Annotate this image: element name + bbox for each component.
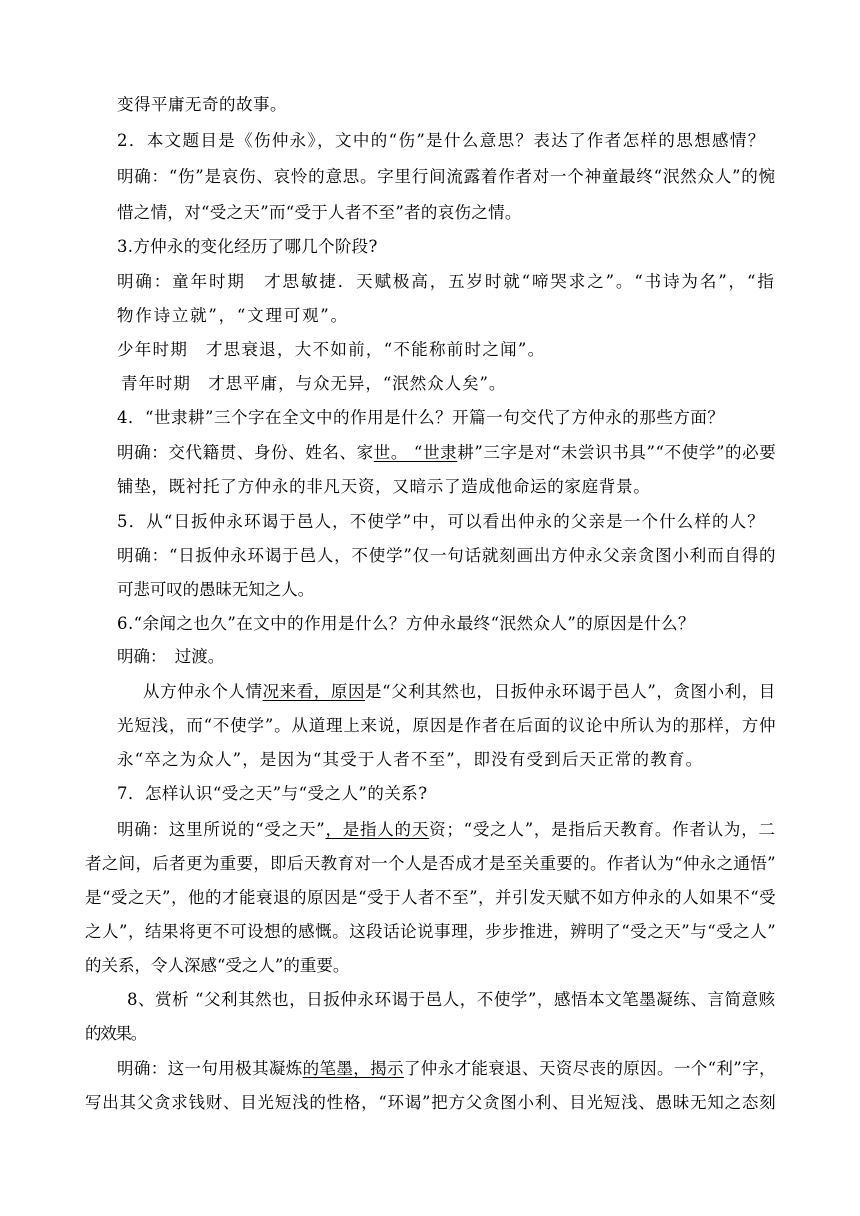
answer-line: 铺垫，既衬托了方仲永的非凡天资，又暗示了造成他命运的家庭背景。 — [117, 477, 651, 496]
answer-line: 明确：童年时期 才思敏捷．天赋极高，五岁时就“啼哭求之”。“书诗为名”，“指 — [117, 272, 776, 291]
answer-line: 的关系，令人深感“受之人”的重要。 — [85, 956, 350, 975]
text-segment: 明确：这一句用极其凝炼 — [117, 1059, 303, 1078]
question-5: 5．从“日扳仲永环谒于邑人，不使学”中，可以看出仲永的父亲是一个什么样的人？ — [117, 512, 765, 531]
text-line: 变得平庸无奇的故事。 — [117, 95, 287, 114]
answer-line: 惜之情，对“受之天”而“受于人者不至”者的哀伤之情。 — [117, 203, 522, 222]
question-4: 4．“世隶耕”三个字在全文中的作用是什么？开篇一句交代了方仲永的那些方面？ — [117, 408, 725, 427]
answer-line: 写出其父贪求钱财、目光短浅的性格，“环谒”把方父贪图小利、目光短浅、愚昧无知之态刻 — [85, 1093, 777, 1112]
question-6: 6.“余闻之也久”在文中的作用是什么？方仲永最终“泯然众人”的原因是什么？ — [117, 614, 695, 633]
text-segment: 了仲永才能衰退、天资尽丧的原因。一个“利”字， — [403, 1059, 776, 1078]
answer-line: 者之间，后者更为重要，即后天教育对一个人是否成才是至关重要的。作者认为“仲永之通悟” — [85, 854, 776, 873]
answer-line: 可悲可叹的愚昧无知之人。 — [117, 580, 315, 599]
underlined-text: 世。 “世隶 — [373, 443, 458, 462]
text-segment: 明确：交代籍贯、身份、姓名、家 — [117, 443, 374, 462]
answer-line: 明确：“伤”是哀伤、哀怜的意思。字里行间流露着作者对一个神童最终“泯然众人”的惋 — [117, 167, 776, 186]
answer-line: 明确：“日扳仲永环谒于邑人，不使学”仅一句话就刻画出方仲永父亲贪图小利而自得的 — [117, 546, 777, 565]
answer-line — [117, 820, 776, 840]
text-segment: 耕”三字是对“未尝识书具”“不使学”的必要 — [457, 443, 777, 462]
answer-line: 的效果。 — [85, 1024, 146, 1043]
text-segment: 是“父利其然也，日扳仲永环谒于邑人”，贪图小利，目 — [365, 682, 776, 701]
answer-line: 光短浅，而“不使学”。从道理上来说，原因是作者在后面的议论中所认为的那样，方仲 — [117, 716, 777, 735]
text-segment: 资；“受之人”，是指后天教育。作者认为，二 — [429, 820, 776, 839]
question-8: 8、赏析 “父利其然也，日扳仲永环谒于邑人，不使学”，感悟本文笔墨凝练、言简意赅 — [127, 990, 776, 1009]
underlined-text: 况来看，原因 — [262, 682, 366, 701]
answer-line: 是“受之天”，他的才能衰退的原因是“受于人者不至”，并引发天赋不如方仲永的人如果不“受 — [85, 888, 777, 907]
underlined-text: ，是指人的天 — [325, 820, 430, 839]
answer-line: 之人”，结果将更不可设想的感慨。这段话论说事理，步步推进，辨明了“受之天”与“受之人” — [85, 922, 777, 941]
text-segment: 明确：这里所说的“受之天” — [117, 820, 326, 839]
answer-line: 永“卒之为众人”，是因为“其受于人者不至”，即没有受到后天正常的教育。 — [117, 750, 704, 769]
answer-line — [143, 682, 776, 702]
answer-line: 物作诗立就”，“文理可观”。 — [117, 306, 349, 325]
question-3: 3.方仲永的变化经历了哪几个阶段? — [117, 237, 378, 256]
answer-line: 少年时期 才思衰退，大不如前，“不能称前时之闻”。 — [117, 340, 546, 359]
question-2: 2．本文题目是《伤仲永》，文中的“伤”是什么意思？表达了作者怎样的思想感情？ — [117, 131, 766, 150]
answer-line: 明确： 过渡。 — [117, 647, 225, 666]
answer-line — [117, 1059, 776, 1079]
text-segment: 从方仲永个人情 — [143, 682, 263, 701]
underlined-text: 的笔墨，揭示 — [302, 1059, 404, 1078]
answer-line: 青年时期 才思平庸，与众无异，“泯然众人矣”。 — [121, 374, 507, 393]
question-7: 7．怎样认识“受之天”与“受之人”的关系? — [117, 784, 428, 803]
answer-line — [117, 443, 776, 463]
